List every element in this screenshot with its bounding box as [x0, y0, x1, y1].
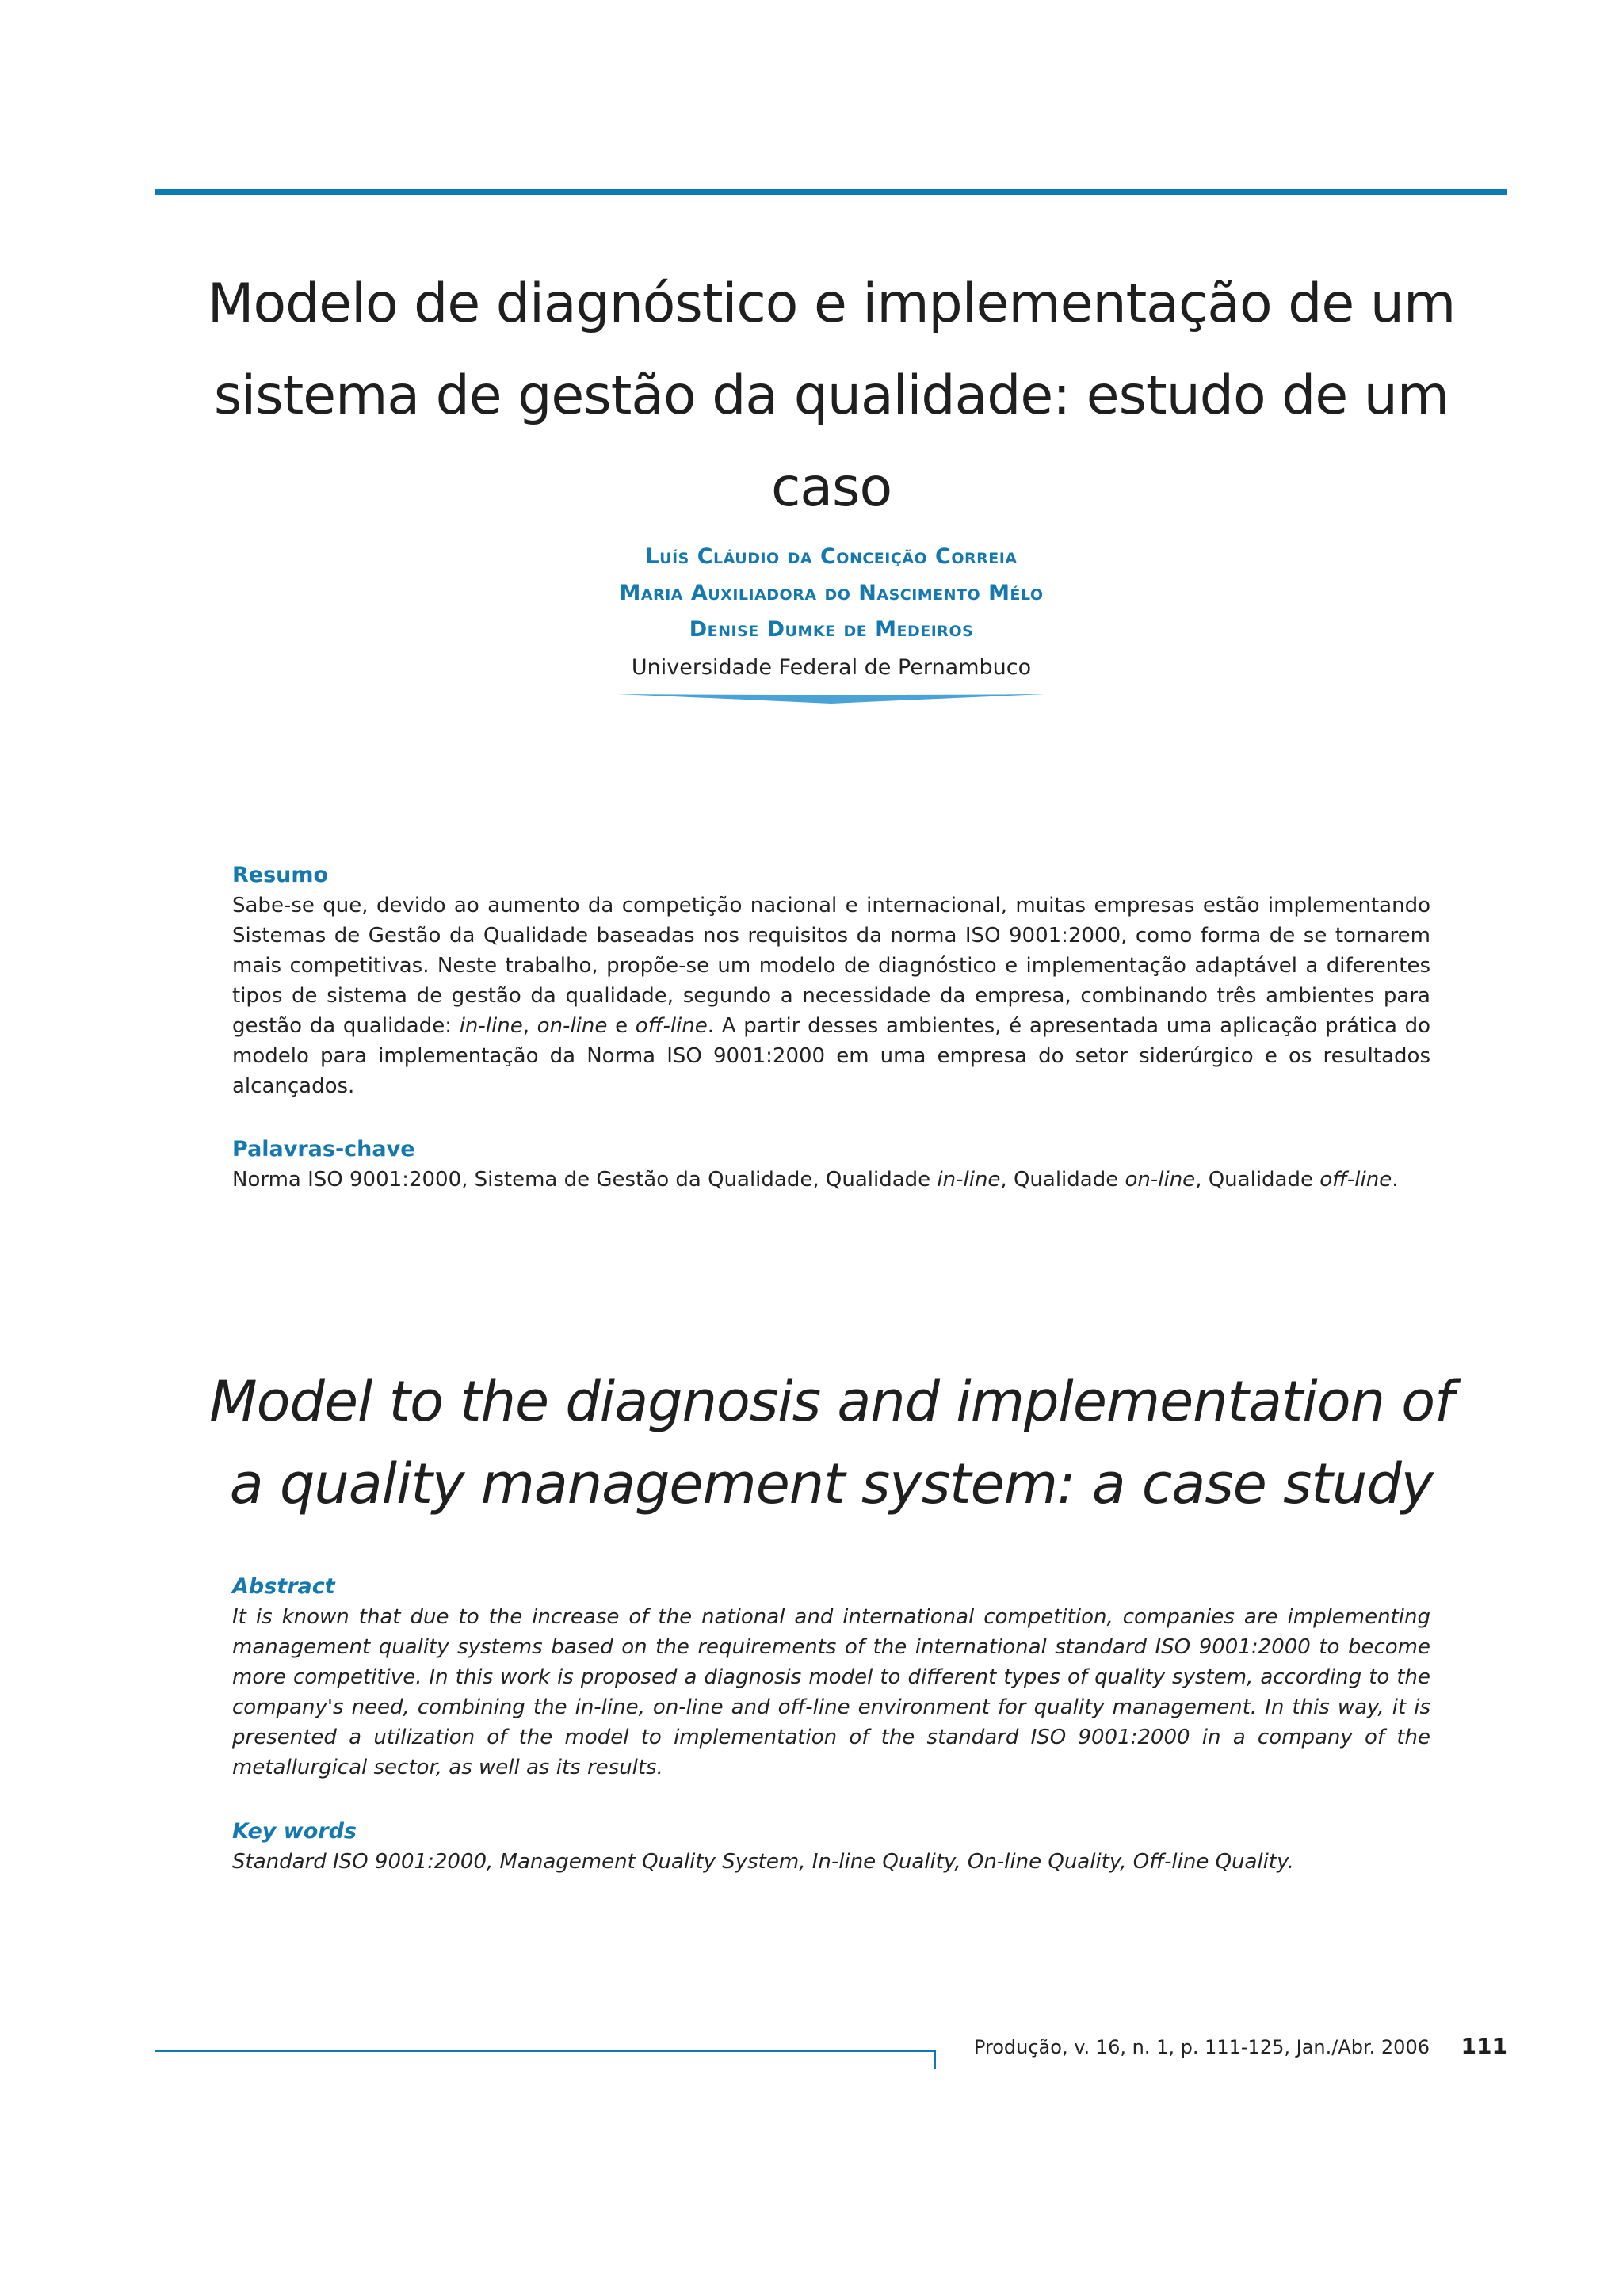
- palavras-chave-term-in-line: in-line: [937, 1168, 1001, 1192]
- footer-rule: [155, 2050, 935, 2052]
- palavras-chave-heading: Palavras-chave: [232, 1137, 415, 1161]
- key-words-heading: Key words: [232, 1819, 357, 1844]
- resumo-sep-2: e: [607, 1014, 636, 1038]
- palavras-chave-term-off-line: off-line: [1319, 1168, 1392, 1192]
- title-pt-line-2: sistema de gestão da qualidade: estudo de um caso: [213, 364, 1449, 519]
- title-english: [155, 1360, 1507, 1525]
- abstract-section: [232, 1572, 1430, 1783]
- resumo-section: [232, 860, 1430, 1101]
- palavras-chave-term-on-line: on-line: [1125, 1168, 1196, 1192]
- key-words-text: Standard ISO 9001:2000, Management Quality System, In-line Quality, On-line Quality, Off-line Quality.: [232, 1850, 1294, 1874]
- affiliation-swoosh-divider: [617, 691, 1045, 705]
- resumo-term-on-line: on-line: [537, 1014, 608, 1038]
- title-en-line-1: Model to the diagnosis and implementation of: [209, 1369, 1453, 1434]
- palavras-chave-sep-1: , Qualidade: [1000, 1168, 1125, 1192]
- author-3: Denise Dumke de Medeiros: [689, 617, 974, 642]
- title-en-line-2: a quality management system: a case study: [229, 1451, 1434, 1516]
- resumo-text-part-1: Sabe-se que, devido ao aumento da competição nacional e internacional, muitas empresas estão implementando Sistemas de Gestão da Qualidade baseadas nos requisitos da norma ISO 9001:2000, como forma de se tornarem mais competitivas. Neste trabalho, propõe-se um modelo de diagnóstico e implementação adaptável a diferentes tipos de sistema de gestão da qualidade, segundo a necessidade da empresa, combinando três ambientes para gestão da qualidade:: [232, 894, 1430, 1038]
- author-1: Luís Cláudio da Conceição Correia: [645, 544, 1018, 569]
- page-number: 111: [1461, 2033, 1507, 2059]
- palavras-chave-section: [232, 1135, 1430, 1195]
- resumo-sep-1: ,: [522, 1014, 537, 1038]
- palavras-chave-sep-2: , Qualidade: [1195, 1168, 1320, 1192]
- footer-citation: Produção, v. 16, n. 1, p. 111-125, Jan./Abr. 2006: [973, 2036, 1430, 2058]
- abstract-text: It is known that due to the increase of the national and international competition, companies are implementing management quality systems based on the requirements of the international standard ISO 9001:2000 to become more competitive. In this work is proposed a diagnosis model to different types of quality system, according to the company's need, combining the in-line, on-line and off-line environment for quality management. In this way, it is presented a utilization of the model to implementation of the standard ISO 9001:2000 in a company of the metallurgical sector, as well as its results.: [232, 1605, 1430, 1779]
- resumo-term-in-line: in-line: [459, 1014, 523, 1038]
- resumo-text: [232, 891, 1430, 1101]
- top-rule: [155, 189, 1507, 195]
- title-portuguese: [155, 258, 1507, 534]
- title-pt-line-1: Modelo de diagnóstico e implementação de um: [207, 273, 1456, 335]
- author-block: [155, 539, 1507, 705]
- key-words-section: [232, 1817, 1430, 1877]
- resumo-heading: Resumo: [232, 863, 329, 887]
- resumo-term-off-line: off-line: [635, 1014, 708, 1038]
- resumo-text-part-2: . A partir desses ambientes, é apresentada uma aplicação prática do modelo para implementação da Norma ISO 9001:2000 em uma empresa do setor siderúrgico e os resultados alcançados.: [232, 1014, 1430, 1098]
- author-2: Maria Auxiliadora do Nascimento Mélo: [619, 581, 1044, 605]
- palavras-chave-text: [232, 1165, 1430, 1195]
- palavras-chave-end: .: [1392, 1168, 1399, 1192]
- affiliation: Universidade Federal de Pernambuco: [631, 655, 1032, 680]
- abstract-heading: Abstract: [232, 1574, 335, 1599]
- palavras-chave-part-1: Norma ISO 9001:2000, Sistema de Gestão da Qualidade, Qualidade: [232, 1168, 938, 1192]
